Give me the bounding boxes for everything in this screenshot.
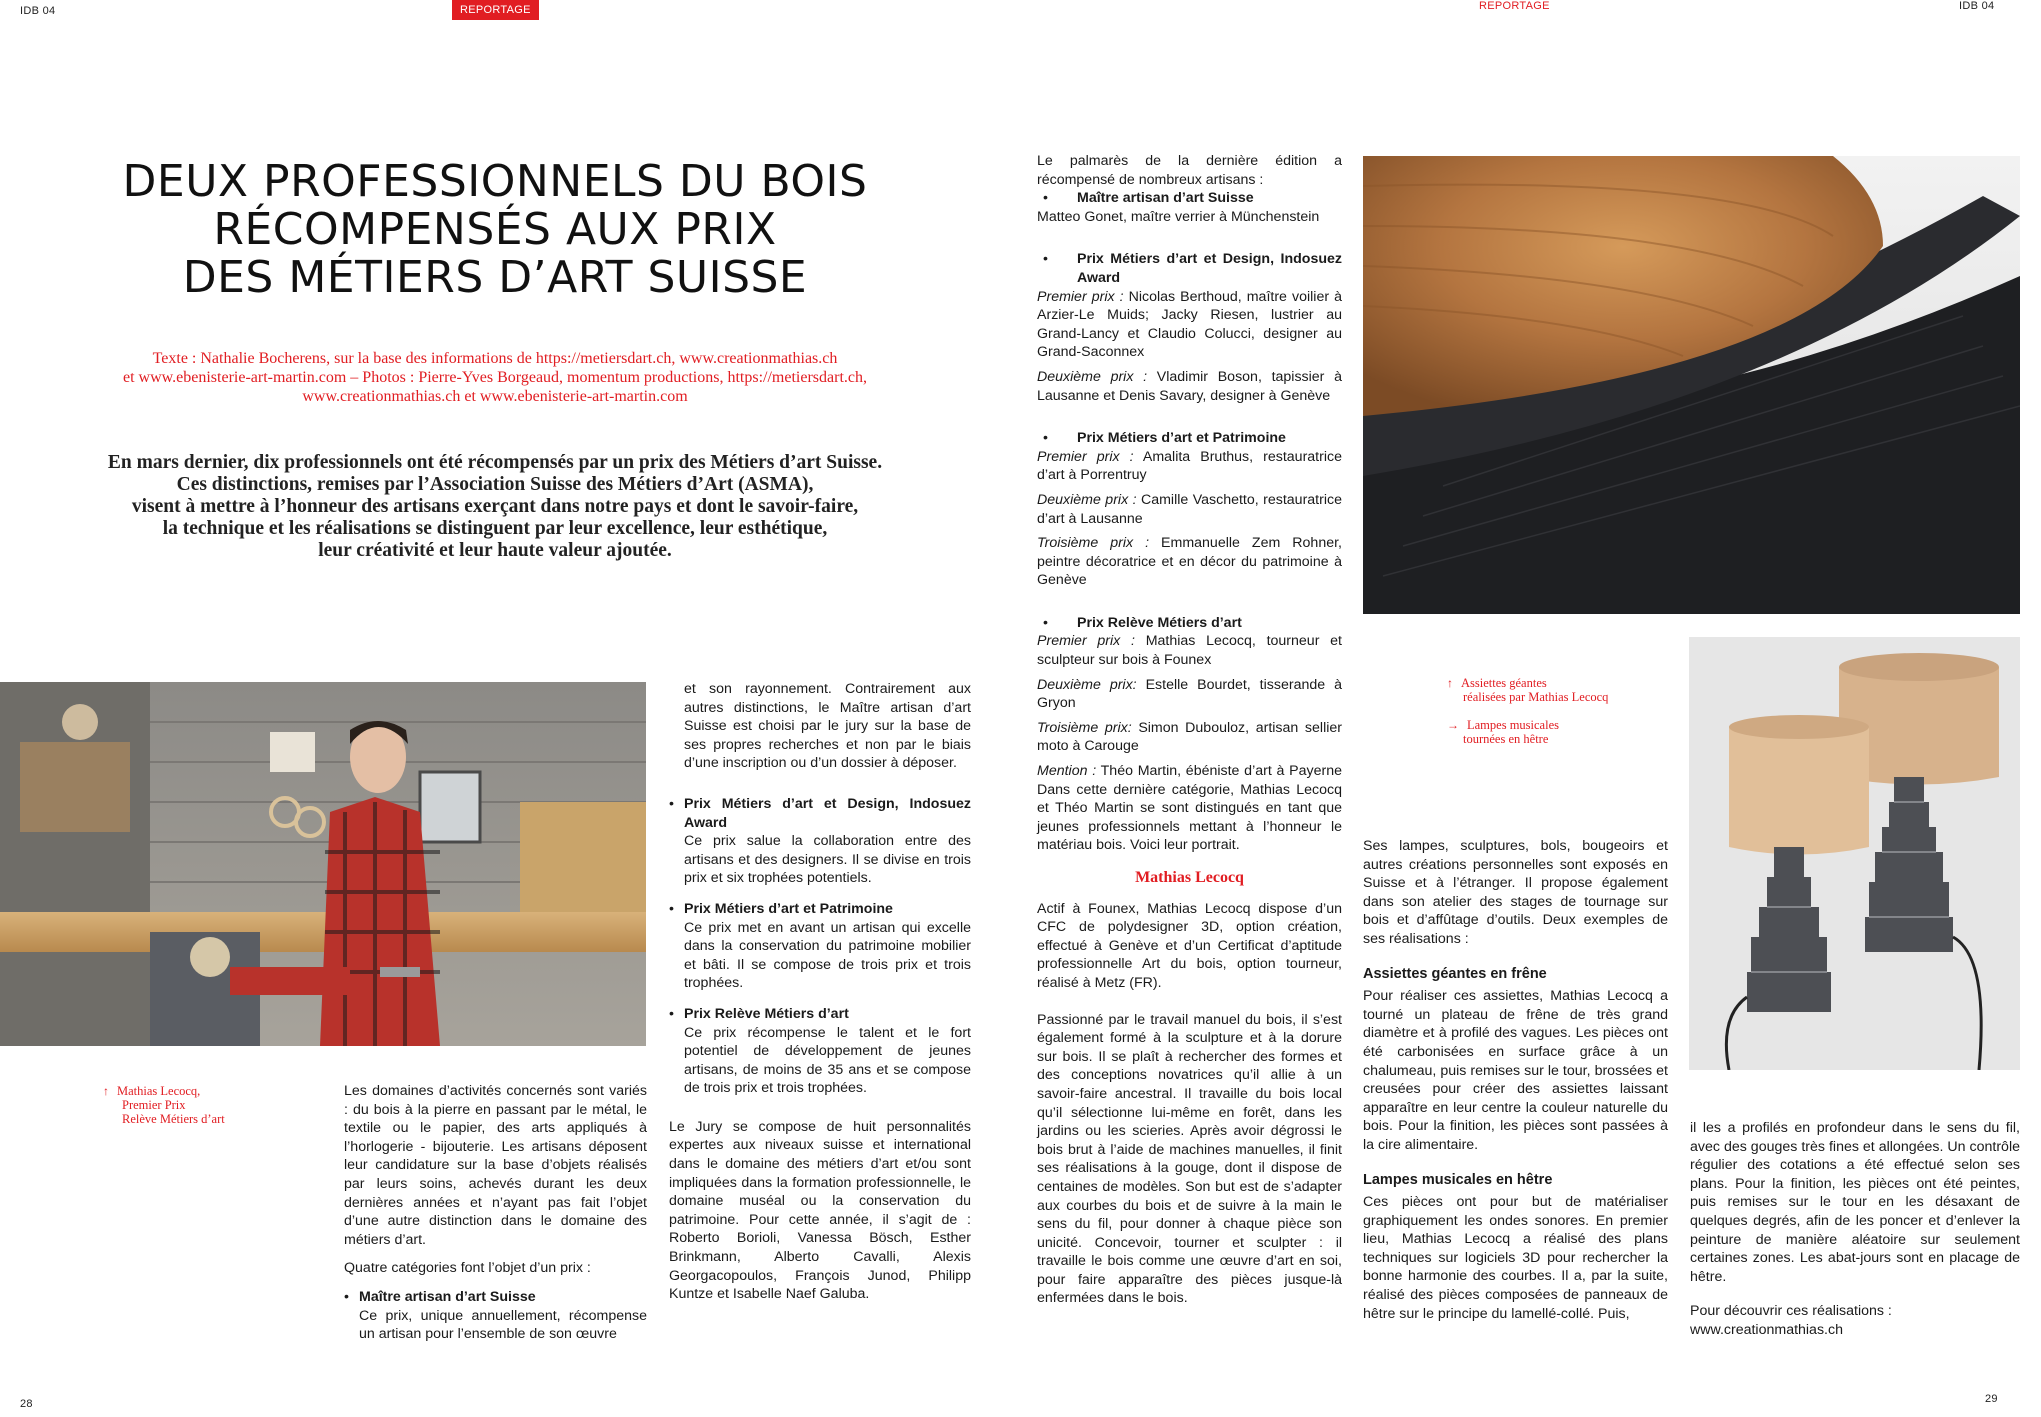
portrait-subhead: Mathias Lecocq bbox=[1135, 869, 1244, 886]
article-credits bbox=[40, 349, 950, 406]
prize-text: Camille Vaschetto, restauratrice d’art à Lausanne bbox=[1037, 491, 1342, 527]
credits-line: www.creationmathias.ch et www.ebenisterie-art-martin.com bbox=[302, 388, 688, 405]
paragraph: Quatre catégories font l’objet d’un prix : bbox=[344, 1260, 591, 1277]
page-number-left: 28 bbox=[20, 1398, 33, 1410]
paragraph: il les a profilés en profondeur dans le sens du fil, avec des gouges très fines et allongées. Un contrôle régulier des cotations a été effectué selon ses plans. Pour la finition, les pièces ont été peintes, puis remises sur le tour en les désaxant de quelques degrés, afin de les poncer et d’enlever la peinture de manière aléatoire sur seulement certaines zones. Les abat-jours sont en placage de hêtre. bbox=[1690, 1120, 2020, 1285]
page-number-right: 29 bbox=[1985, 1393, 1998, 1405]
bullet-text: Ce prix met en avant un artisan qui excelle dans la conservation du patrimoine mobilier et bâti. Il se compose de trois prix et trois trophées. bbox=[684, 919, 971, 992]
prize-label: Premier prix : bbox=[1037, 633, 1135, 650]
lead-line: visent à mettre à l’honneur des artisans exerçant dans notre pays et dont le savoir-faire, bbox=[131, 496, 859, 517]
lead-line: En mars dernier, dix professionnels ont été récompensés par un prix des Métiers d’art Suisse. bbox=[107, 452, 883, 473]
category-title: Prix Relève Métiers d’art bbox=[1077, 614, 1242, 631]
prize-text: Théo Martin, ébéniste d’art à Payerne Dans cette dernière catégorie, Mathias Lecocq et Théo Martin se sont distingués en tant que jeunes professionnels mettant à l’honneur le matériau bois. Voici leur portrait. bbox=[1037, 763, 1342, 854]
column-3 bbox=[1037, 152, 1342, 1318]
paragraph: et son rayonnement. Contrairement aux autres distinctions, le Maître artisan d’art Suisse est choisi par le jury sur la base de ses propres recherches et non par le biais d’une inscription ou d’un dossier à déposer. bbox=[684, 681, 971, 772]
bullet-title: Prix Métiers d’art et Patrimoine bbox=[684, 900, 893, 917]
caption-line: Premier Prix bbox=[122, 1098, 186, 1112]
section-heading: Assiettes géantes en frêne bbox=[1363, 965, 1547, 982]
credits-line: Texte : Nathalie Bocherens, sur la base des informations de https://metiersdart.ch, www.creationmathias.ch bbox=[152, 350, 838, 367]
caption-portrait bbox=[103, 1084, 225, 1126]
section-heading: Lampes musicales en hêtre bbox=[1363, 1171, 1553, 1188]
bullet-text: Ce prix récompense le talent et le fort potentiel de développement de jeunes artisans, de moins de 35 ans et se compose de trois prix et trois trophées. bbox=[684, 1024, 971, 1097]
arrow-up-icon: ↑ bbox=[1447, 676, 1453, 690]
prize-label: Deuxième prix: bbox=[1037, 676, 1137, 693]
paragraph: Passionné par le travail manuel du bois, il s’est également formé à la sculpture et à la dorure sur bois. Il se plaît à rechercher des formes et des conceptions novatrices qu’il allie à un savoir-faire ancestral. Il travaille du bois local qu’il sélectionne lui-même en forêt, dans les jardins ou les scieries. Après avoir dégrossi le bois brut à l’aide de machines manuelles, il finit ses réalisations à la gouge, dont il dispose de centaines de modèles. Son but est de s’adapter aux courbes du bois et de suivre à la main le sens du fil, pour donner à chaque pièce son unicité. Concevoir, tourner et sculpter : il travaille le bois comme une œuvre d’art en soi, pour faire apparaître des pièces jusque-là enfermées dans le bois. bbox=[1037, 1011, 1342, 1307]
bullet-text: Ce prix, unique annuellement, récompense un artisan pour l’ensemble de son œuvre bbox=[359, 1307, 647, 1343]
prize-label: Troisième prix : bbox=[1037, 535, 1150, 552]
caption-plates bbox=[1447, 676, 1608, 704]
prize-label: Premier prix : bbox=[1037, 448, 1134, 465]
prize-label: Premier prix : bbox=[1037, 288, 1124, 305]
arrow-right-icon: → bbox=[1447, 718, 1459, 732]
arrow-up-icon: ↑ bbox=[103, 1084, 109, 1098]
title-line: RÉCOMPENSÉS AUX PRIX bbox=[213, 204, 777, 255]
winner-category bbox=[1037, 429, 1342, 448]
title-line: DES MÉTIERS D’ART SUISSE bbox=[182, 252, 808, 303]
prize-label: Mention : bbox=[1037, 763, 1097, 780]
portrait-photo bbox=[0, 682, 646, 1046]
plates-photo bbox=[1363, 156, 2020, 614]
caption-line: Assiettes géantes bbox=[1461, 676, 1547, 690]
bullet-title: Prix Relève Métiers d’art bbox=[684, 1005, 849, 1022]
column-5 bbox=[1690, 1119, 2020, 1340]
category-title: Maître artisan d’art Suisse bbox=[1077, 190, 1254, 207]
bullet-title: Maître artisan d’art Suisse bbox=[359, 1288, 536, 1305]
caption-line: tournées en hêtre bbox=[1463, 732, 1549, 746]
list-item bbox=[344, 1288, 647, 1344]
left-section-tag: REPORTAGE bbox=[452, 0, 539, 20]
prize-text: Emmanuelle Zem Rohner, peintre décoratrice et en décor du patrimoine à Genève bbox=[1037, 535, 1342, 589]
list-item bbox=[669, 1005, 971, 1098]
category-title: Prix Métiers d’art et Patrimoine bbox=[1077, 430, 1286, 447]
prize-label: Deuxième prix : bbox=[1037, 368, 1148, 385]
caption-line: Mathias Lecocq, bbox=[117, 1084, 201, 1098]
article-title bbox=[40, 158, 950, 302]
prize-text: Vladimir Boson, tapissier à Lausanne et Denis Savary, designer à Genève bbox=[1037, 368, 1342, 404]
paragraph: Pour réaliser ces assiettes, Mathias Lecocq a tourné un plateau de frêne de très grand diamètre et à profilé des vagues. Les pièces ont été carbonisées en surface grâce à un chalumeau, puis remises sur le tour, brossées et creusées pour créer des assiettes laissant apparaître en leur centre la couleur naturelle du bois. Pour la finition, les pièces sont passées à la cire alimentaire. bbox=[1363, 988, 1668, 1153]
title-line: DEUX PROFESSIONNELS DU BOIS bbox=[122, 156, 868, 207]
bullet-title: Prix Métiers d’art et Design, Indosuez Award bbox=[684, 795, 971, 831]
paragraph: Le Jury se compose de huit personnalités expertes aux niveaux suisse et international dans le domaine des métiers d’art et/ou sont impliquées dans la formation professionnelle, le domaine muséal ou la conservation du patrimoine. Pour cette année, il s’agit de : Roberto Borioli, Vanessa Bösch, Esther Brinkmann, Alberto Cavalli, Alexis Georgacopoulos, François Junod, Philipp Kuntze et Isabelle Naef Galuba. bbox=[669, 1118, 971, 1303]
bullet-text: Ce prix salue la collaboration entre des artisans et des designers. Il se divise en trois prix et six trophées potentiels. bbox=[684, 833, 971, 887]
column-1 bbox=[344, 1082, 647, 1356]
paragraph: Ses lampes, sculptures, bols, bougeoirs et autres créations personnelles sont exposés en Suisse et à l’étranger. Il propose également dans son atelier des stages de tournage sur bois et d’affûtage d’outils. Deux exemples de ses réalisations : bbox=[1363, 838, 1668, 947]
paragraph: Actif à Founex, Mathias Lecocq dispose d’un CFC de polydesigner 3D, option création, effectué à Genève et d’un Certificat d’aptitude professionnelle Art du bois, option tourneur, réalisé à Metz (FR). bbox=[1037, 900, 1342, 991]
list-item bbox=[669, 795, 971, 888]
prize-text: Amalita Bruthus, restauratrice d’art à Porrentruy bbox=[1037, 448, 1342, 484]
lead-line: Ces distinctions, remises par l’Association Suisse des Métiers d’Art (ASMA), bbox=[176, 474, 814, 495]
lamps-photo bbox=[1689, 637, 2020, 1070]
winner-category bbox=[1037, 189, 1342, 208]
winner-category bbox=[1037, 614, 1342, 633]
column-2 bbox=[669, 680, 971, 1314]
right-section-tag: REPORTAGE bbox=[1479, 0, 1550, 12]
lead-line: la technique et les réalisations se distinguent par leur excellence, leur esthétique, bbox=[162, 518, 828, 539]
prize-text: Nicolas Berthoud, maître voilier à Arzier-Le Muids; Jacky Riesen, lustrier au Grand-Lancy et Claudio Colucci, designer au Grand-Saconnex bbox=[1037, 288, 1342, 361]
caption-line: réalisées par Mathias Lecocq bbox=[1463, 690, 1609, 704]
left-folio: IDB 04 bbox=[20, 5, 56, 17]
caption-line: Relève Métiers d’art bbox=[122, 1112, 225, 1126]
caption-lamps bbox=[1447, 718, 1559, 746]
right-folio: IDB 04 bbox=[1959, 0, 1995, 12]
paragraph: Les domaines d’activités concernés sont variés : du bois à la pierre en passant par le métal, le textile ou le papier, des arts appliqués à l’horlogerie - bijouterie. Les artisans déposent leur candidature sur la base d’objets réalisés par leurs soins, achevés durant les deux dernières années et n’ayant pas fait l’objet d’une autre distinction dans le domaine des métiers d’art. bbox=[344, 1083, 647, 1248]
category-title: Prix Métiers d’art et Design, Indosuez Award bbox=[1077, 251, 1342, 286]
credits-line: et www.ebenisterie-art-martin.com – Photos : Pierre-Yves Borgeaud, momentum productions, https://metiersdart.ch, bbox=[122, 369, 867, 386]
prize-text: Simon Dubouloz, artisan sellier moto à Carouge bbox=[1037, 719, 1342, 755]
prize-label: Troisième prix: bbox=[1037, 719, 1132, 736]
lead-line: leur créativité et leur haute valeur ajoutée. bbox=[318, 540, 672, 561]
paragraph: Matteo Gonet, maître verrier à Münchenstein bbox=[1037, 208, 1320, 225]
winner-category bbox=[1037, 250, 1342, 287]
column-4 bbox=[1363, 837, 1668, 1333]
paragraph: Pour découvrir ces réalisations : bbox=[1690, 1303, 1892, 1320]
paragraph: Le palmarès de la dernière édition a récompensé de nombreux artisans : bbox=[1037, 153, 1342, 188]
website-link[interactable]: www.creationmathias.ch bbox=[1690, 1321, 1843, 1338]
article-lead bbox=[40, 452, 950, 562]
prize-text: Mathias Lecocq, tourneur et sculpteur sur bois à Founex bbox=[1037, 633, 1342, 669]
list-item bbox=[669, 900, 971, 993]
prize-text: Estelle Bourdet, tisserande à Gryon bbox=[1037, 676, 1342, 712]
prize-label: Deuxième prix : bbox=[1037, 491, 1137, 508]
paragraph: Ces pièces ont pour but de matérialiser graphiquement les ondes sonores. En premier lieu, Mathias Lecocq a réalisé des plans techniques sur logiciels 3D pour rechercher la bonne harmonie des courbes. Il a, par la suite, réalisé des pièces composées de panneaux de hêtre sur le principe du lamellé-collé. Puis, bbox=[1363, 1194, 1668, 1322]
caption-line: Lampes musicales bbox=[1467, 718, 1559, 732]
